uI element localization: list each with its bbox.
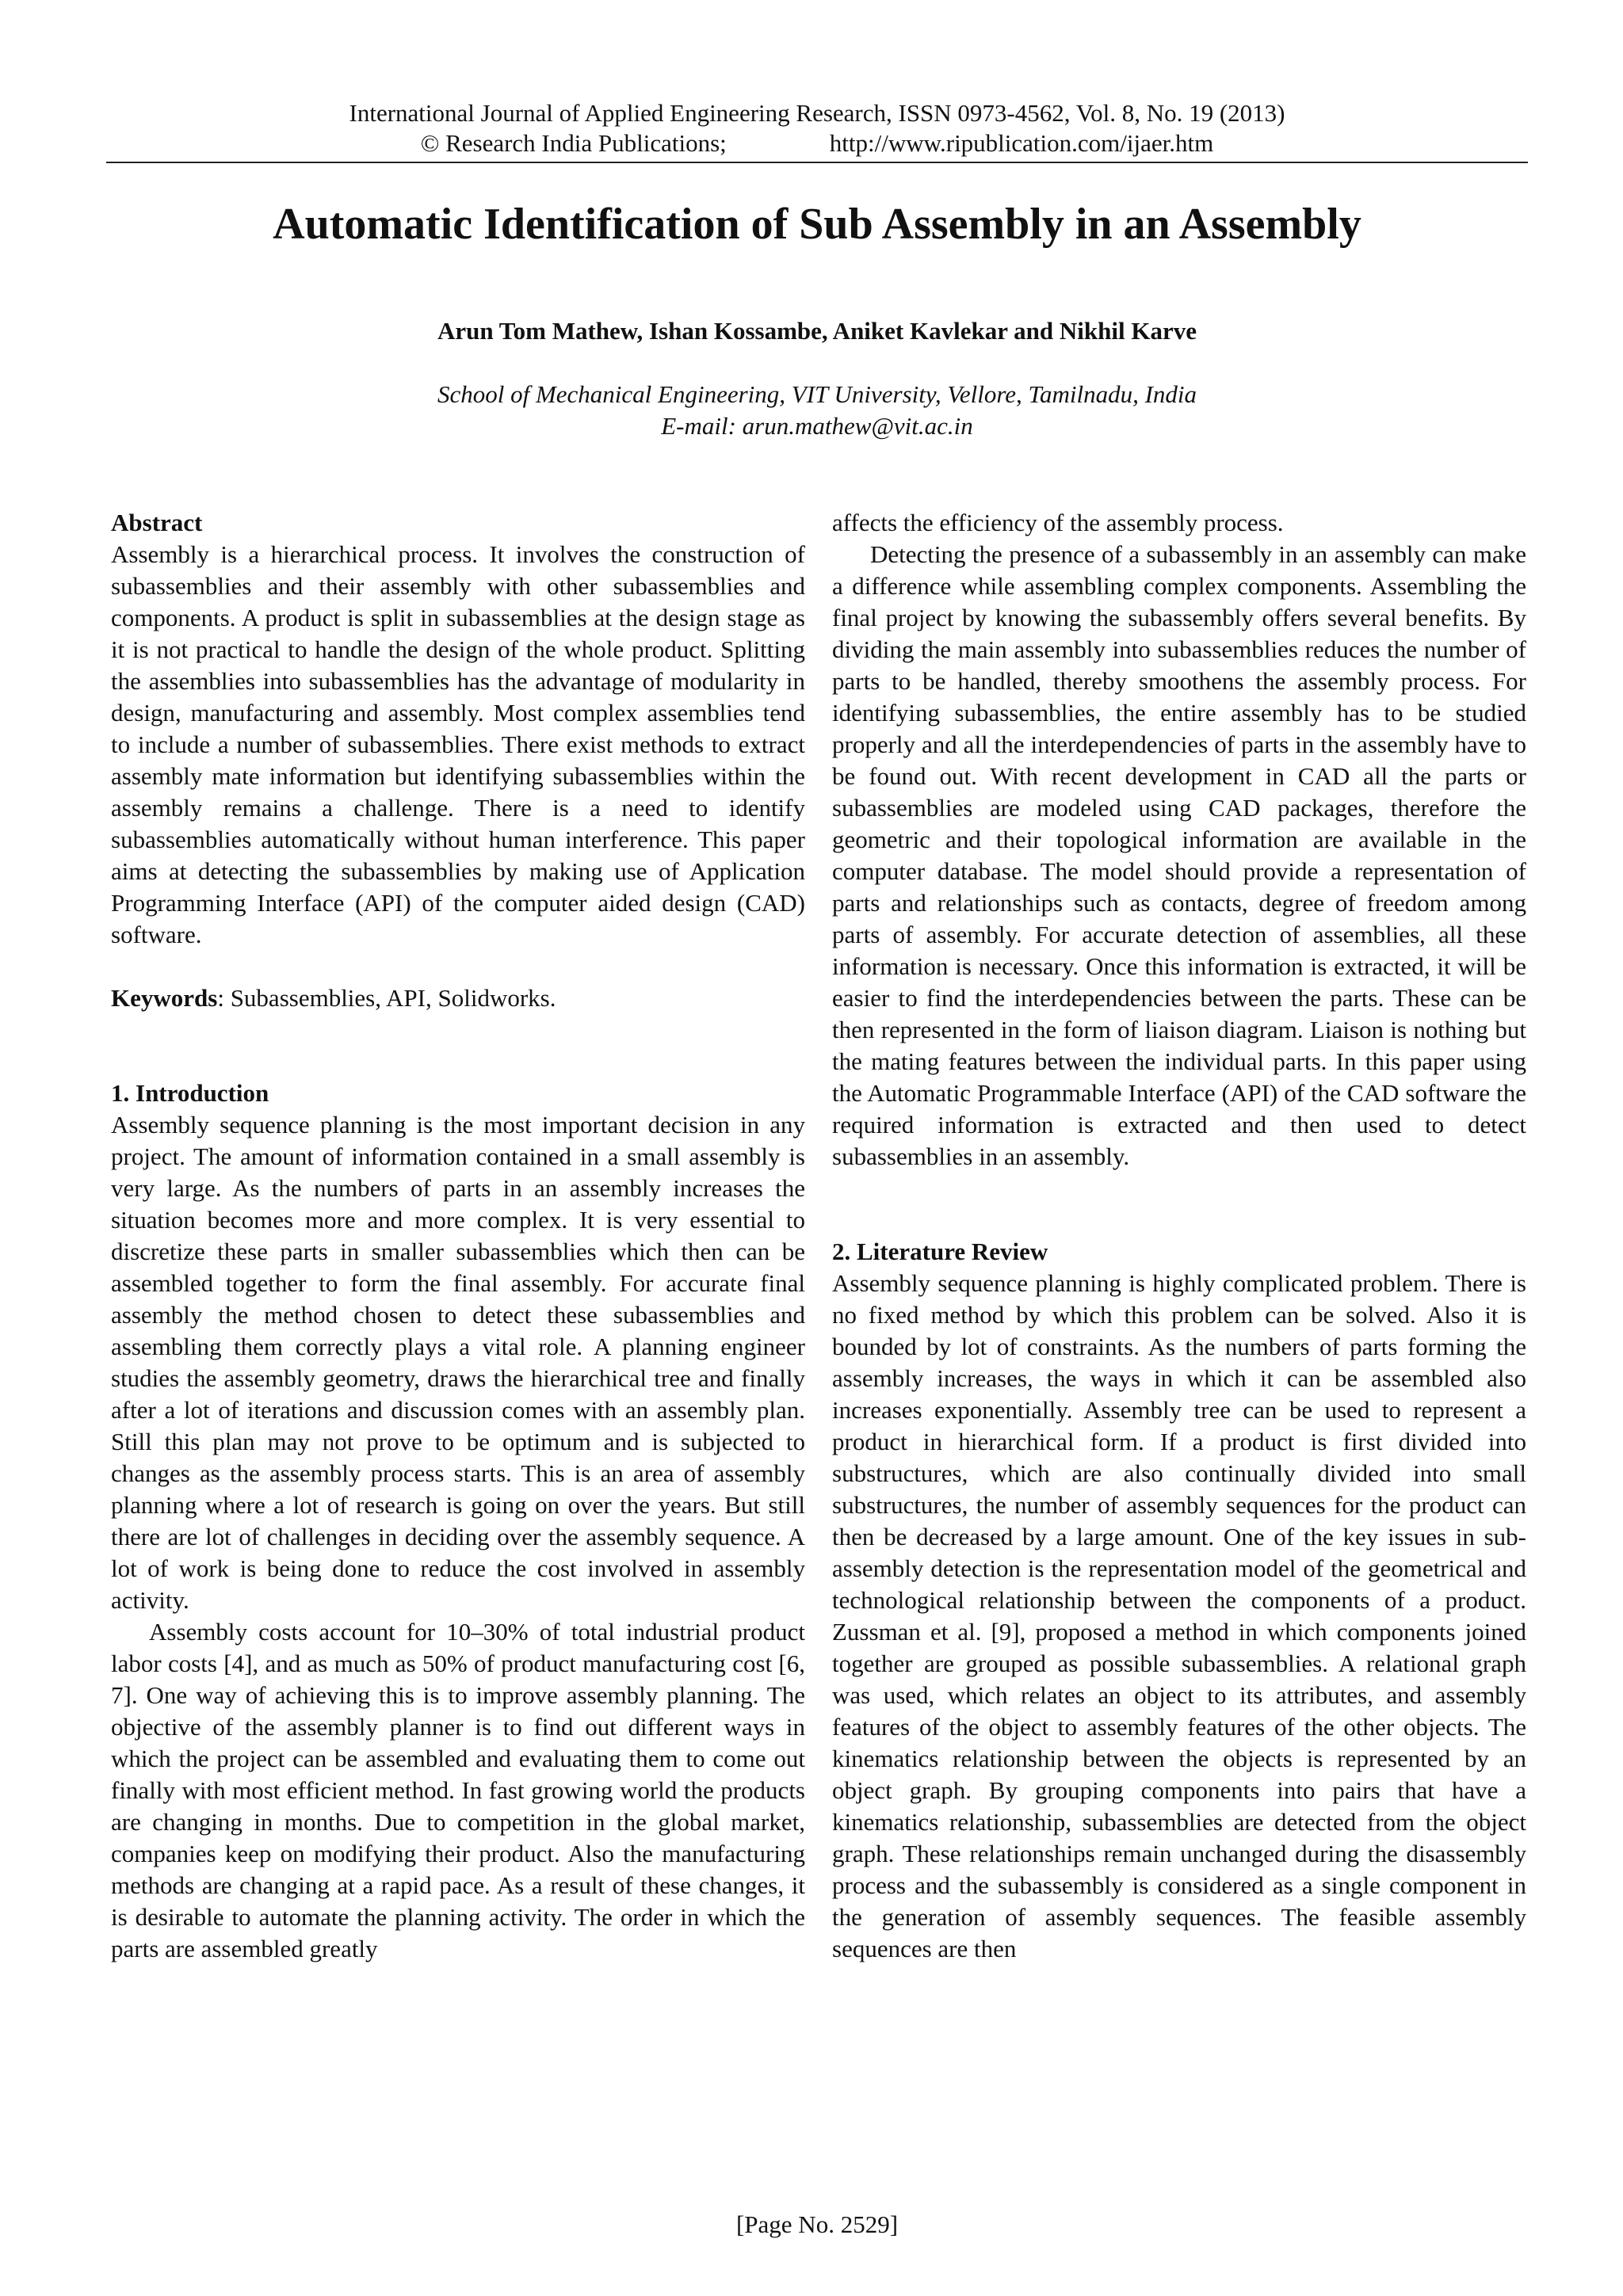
affiliation-text: School of Mechanical Engineering, VIT University, Vellore, Tamilnadu, India bbox=[437, 380, 1197, 408]
introduction-paragraph-1: Assembly sequence planning is the most important decision in any project. The amount of information contained in a small assembly is very large. As the numbers of parts in an assembly increases the situation becomes more and more complex. It is very essential to discretize these parts in smaller subassemblies which then can be assembled together to form the final assembly. For accurate final assembly the method chosen to detect these subassemblies and assembling them correctly plays a vital role. A planning engineer studies the assembly geometry, draws the hierarchical tree and finally after a lot of iterations and discussion comes with an assembly plan. Still this plan may not prove to be optimum and is subjected to changes as the assembly process starts. This is an area of assembly planning where a lot of research is going on over the years. But still there are lot of challenges in deciding over the assembly sequence. A lot of work is being done to reduce the cost involved in assembly activity. bbox=[111, 1111, 805, 1614]
author-email: E-mail: arun.mathew@vit.ac.in bbox=[661, 412, 973, 440]
abstract-heading: Abstract bbox=[111, 509, 203, 536]
right-column bbox=[832, 507, 1526, 1965]
journal-header bbox=[106, 98, 1528, 163]
literature-review-paragraph-1: Assembly sequence planning is highly complicated problem. There is no fixed method by which this problem can be solved. Also it is bounded by lot of constraints. As the numbers of parts forming the assembly increases, the ways in which it can be assembled also increases exponentially. Assembly tree can be used to represent a product in hierarchical form. If a product is first divided into substructures, which are also continually divided into small substructures, the number of assembly sequences for the product can then be decreased by a large amount. One of the key issues in sub-assembly detection is the representation model of the geometrical and technological relationship between the components of a product. Zussman et al. [9], proposed a method in which components joined together are grouped as possible subassemblies. A relational graph was used, which relates an object to its attributes, and assembly features of the object to assembly features of the other objects. The kinematics relationship between the objects is represented by an object graph. By grouping components into pairs that have a kinematics relationship, subassemblies are detected from the object graph. These relationships remain unchanged during the disassembly process and the subassembly is considered as a single component in the generation of assembly sequences. The feasible assembly sequences are then bbox=[832, 1269, 1526, 1962]
abstract-text: Assembly is a hierarchical process. It involves the construction of subassemblies and their assembly with other subassemblies and components. A product is split in subassemblies at the design stage as it is not practical to handle the design of the whole product. Splitting the assemblies into subassemblies has the advantage of modularity in design, manufacturing and assembly. Most complex assemblies tend to include a number of subassemblies. There exist methods to extract assembly mate information but identifying subassemblies within the assembly remains a challenge. There is a need to identify subassemblies automatically without human interference. This paper aims at detecting the subassemblies by making use of Application Programming Interface (API) of the computer aided design (CAD) software. bbox=[111, 540, 805, 948]
journal-title-line: International Journal of Applied Engineering Research, ISSN 0973-4562, Vol. 8, No. 19 (2013) bbox=[349, 99, 1285, 127]
literature-review-heading: 2. Literature Review bbox=[832, 1238, 1048, 1265]
introduction-paragraph-2-continued: affects the efficiency of the assembly process. bbox=[832, 509, 1284, 536]
publisher-line bbox=[106, 128, 1528, 158]
paper-authors: Arun Tom Mathew, Ishan Kossambe, Aniket Kavlekar and Nikhil Karve bbox=[437, 317, 1197, 345]
page-number: [Page No. 2529] bbox=[735, 2210, 899, 2238]
introduction-paragraph-2: Assembly costs account for 10–30% of total industrial product labor costs [4], and as much as 50% of product manufacturing cost [6, 7]. One way of achieving this is to improve assembly planning. The objective of the assembly planner is to find out different ways in which the project can be assembled and evaluating them to come out finally with most efficient method. In fast growing world the products are changing in months. Due to competition in the global market, companies keep on modifying their product. Also the manufacturing methods are changing at a rapid pace. As a result of these changes, it is desirable to automate the planning activity. The order in which the parts are assembled greatly bbox=[111, 1618, 805, 1962]
author-affiliation bbox=[106, 379, 1528, 442]
keywords-text: : Subassemblies, API, Solidworks. bbox=[217, 984, 556, 1012]
journal-url: http://www.ripublication.com/ijaer.htm bbox=[829, 129, 1214, 157]
paper-title: Automatic Identification of Sub Assembly in an Assembly bbox=[273, 200, 1361, 249]
publisher-text: © Research India Publications; bbox=[420, 129, 727, 157]
keywords bbox=[111, 982, 805, 1014]
introduction-paragraph-3: Detecting the presence of a subassembly in an assembly can make a difference while assembling complex components. Assembling the final project by knowing the subassembly offers several benefits. By dividing the main assembly into subassemblies reduces the number of parts to be handled, thereby smoothens the assembly process. For identifying subassemblies, the entire assembly has to be studied properly and all the interdependencies of parts in the assembly have to be found out. With recent development in CAD all the parts or subassemblies are modeled using CAD packages, therefore the geometric and their topological information are available in the computer database. The model should provide a representation of parts and relationships such as contacts, degree of freedom among parts of assembly. For accurate detection of assemblies, all these information is necessary. Once this information is extracted, it will be easier to find the interdependencies between the parts. These can be then represented in the form of liaison diagram. Liaison is nothing but the mating features between the individual parts. In this paper using the Automatic Programmable Interface (API) of the CAD software the required information is extracted and then used to detect subassemblies in an assembly. bbox=[832, 540, 1526, 1170]
keywords-label: Keywords bbox=[111, 984, 218, 1012]
introduction-heading: 1. Introduction bbox=[111, 1079, 269, 1107]
left-column bbox=[111, 507, 805, 1965]
